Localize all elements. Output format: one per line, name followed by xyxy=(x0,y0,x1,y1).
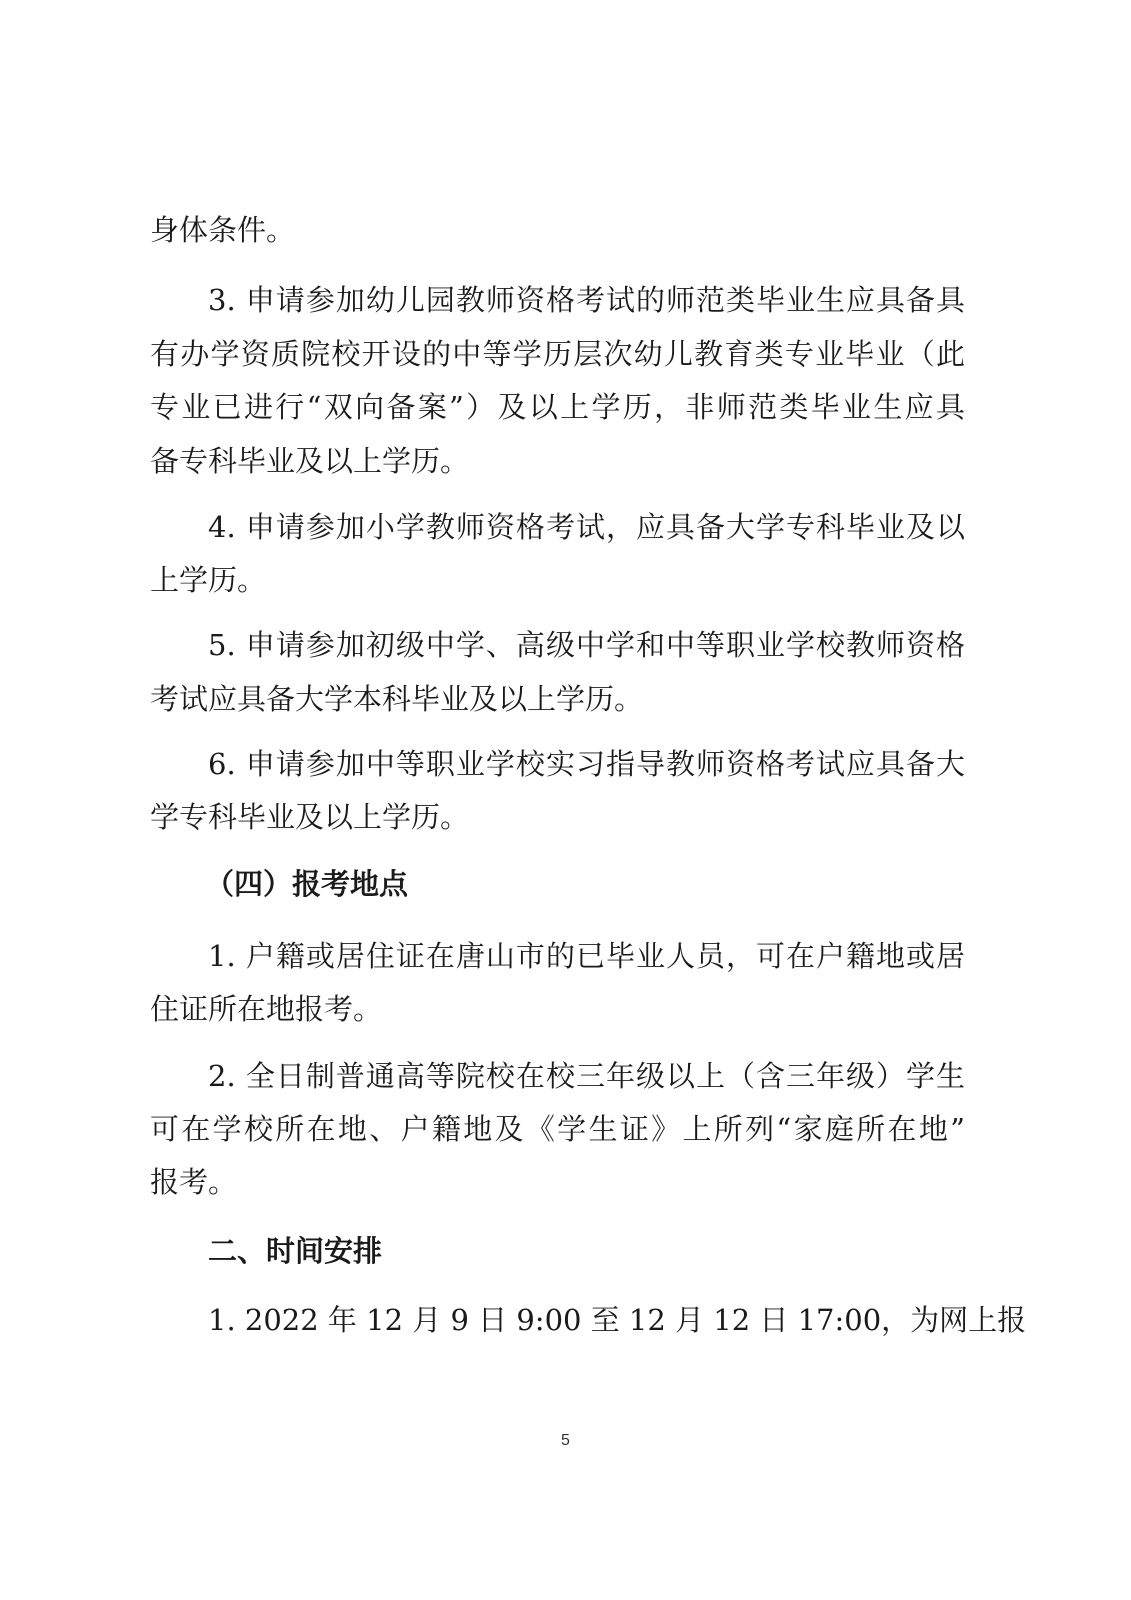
section-heading: （四）报考地点 xyxy=(205,867,409,901)
paragraph-line: 有办学资质院校开设的中等学历层次幼儿教育类专业毕业（此 xyxy=(150,337,965,371)
page-number: 5 xyxy=(561,1432,570,1449)
paragraph-line: 2. 全日制普通高等院校在校三年级以上（含三年级）学生 xyxy=(208,1059,965,1093)
paragraph-line: 6. 申请参加中等职业学校实习指导教师资格考试应具备大 xyxy=(208,747,965,781)
paragraph-line: 身体条件。 xyxy=(150,213,296,247)
paragraph-line: 可在学校所在地、户籍地及《学生证》上所列“家庭所在地” xyxy=(150,1112,965,1146)
paragraph-line: 5. 申请参加初级中学、高级中学和中等职业学校教师资格 xyxy=(208,628,965,662)
paragraph-line: 学专科毕业及以上学历。 xyxy=(150,800,470,834)
paragraph-line: 专业已进行“双向备案”）及以上学历，非师范类毕业生应具 xyxy=(150,390,965,424)
paragraph-line: 上学历。 xyxy=(150,563,267,597)
paragraph-line: 1. 户籍或居住证在唐山市的已毕业人员，可在户籍地或居 xyxy=(208,939,965,973)
paragraph-line: 报考。 xyxy=(150,1165,238,1199)
paragraph-line: 4. 申请参加小学教师资格考试，应具备大学专科毕业及以 xyxy=(208,510,965,544)
paragraph-line: 3. 申请参加幼儿园教师资格考试的师范类毕业生应具备具 xyxy=(208,283,965,317)
paragraph-line: 考试应具备大学本科毕业及以上学历。 xyxy=(150,682,644,716)
section-heading: 二、时间安排 xyxy=(208,1234,383,1268)
paragraph-line: 住证所在地报考。 xyxy=(150,992,383,1026)
paragraph-line: 1. 2022 年 12 月 9 日 9:00 至 12 月 12 日 17:00，为网上报 xyxy=(208,1303,1027,1337)
paragraph-line: 备专科毕业及以上学历。 xyxy=(150,444,470,478)
